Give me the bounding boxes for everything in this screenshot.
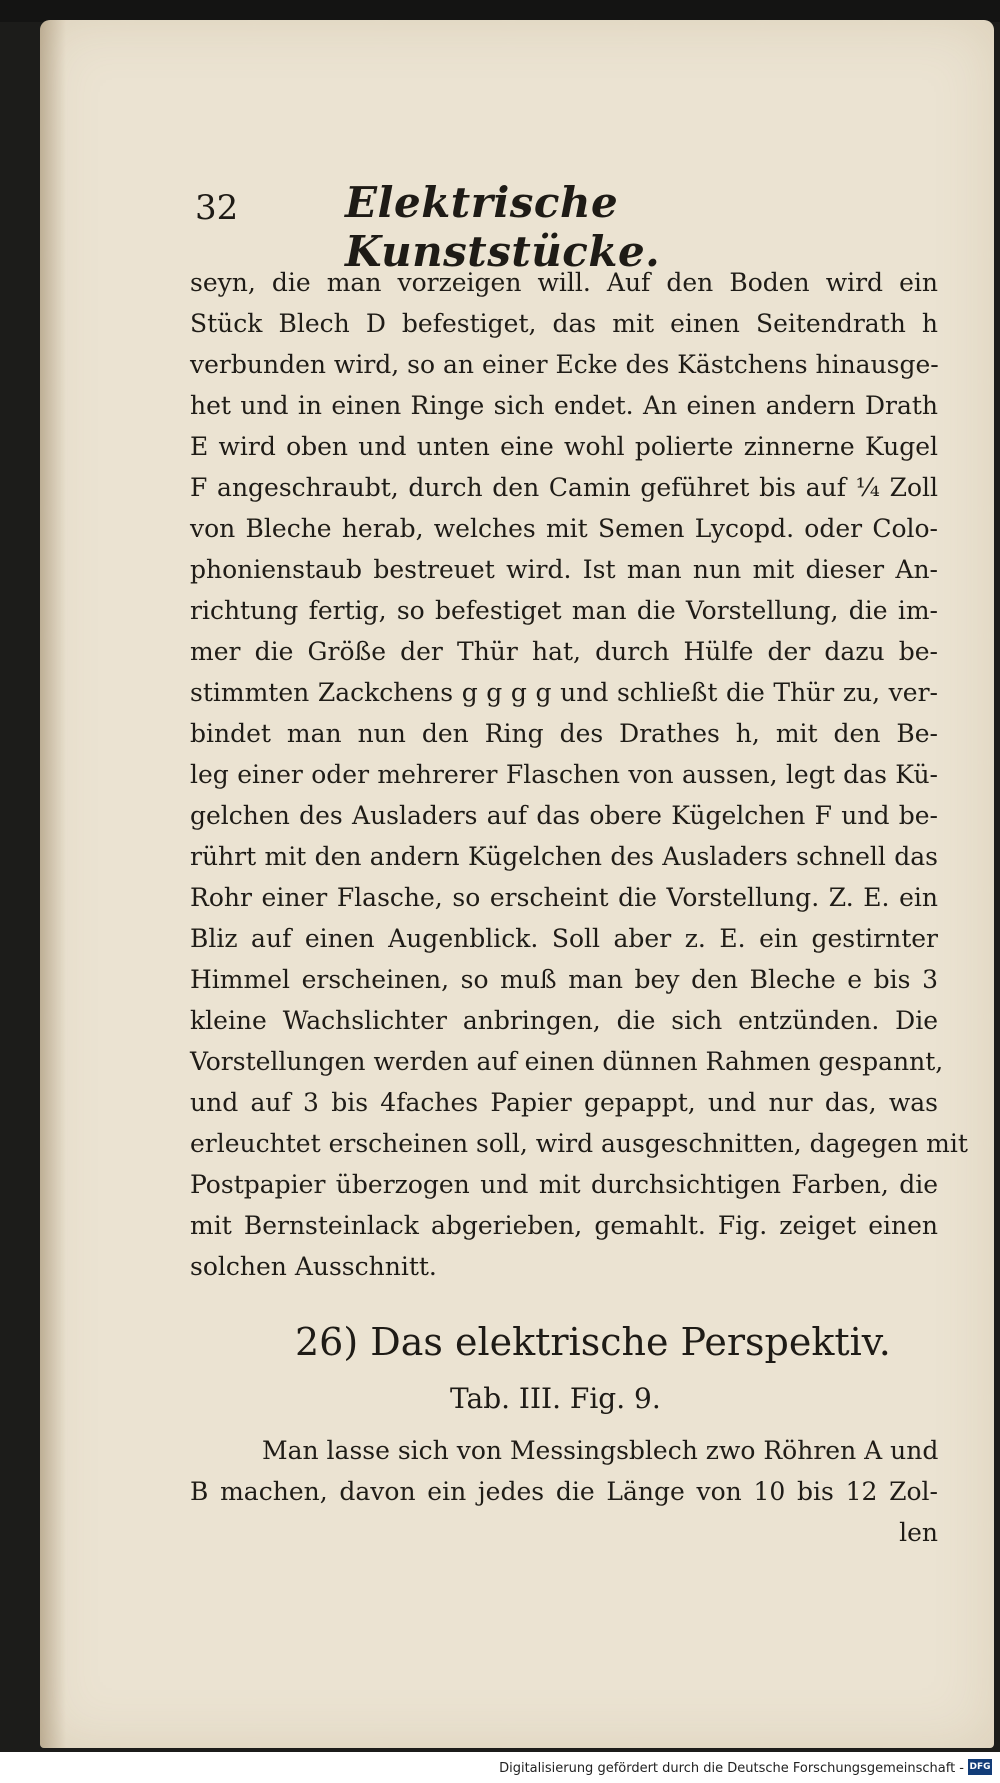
- dfg-logo: DFG: [968, 1759, 992, 1775]
- text-line: kleine Wachslichter anbringen, die sich entzünden. Die: [190, 1006, 938, 1035]
- page-number: 32: [195, 188, 239, 228]
- text-line: verbunden wird, so an einer Ecke des Kästchens hinausge-: [190, 350, 939, 379]
- running-head: [195, 170, 815, 276]
- running-title: Elektrische Kunststücke.: [345, 178, 661, 276]
- footer-credit: Digitalisierung gefördert durch die Deutsche Forschungsgemeinschaft -: [499, 1761, 964, 1776]
- text-line: Bliz auf einen Augenblick. Soll aber z. E. ein gestirnter: [190, 924, 938, 953]
- text-line: und auf 3 bis 4faches Papier gepappt, und nur das, was: [190, 1088, 938, 1117]
- text-line: Man lasse sich von Messingsblech zwo Röhren A und: [262, 1436, 939, 1465]
- text-line: bindet man nun den Ring des Drathes h, mit den Be-: [190, 719, 938, 748]
- book-page: [40, 20, 994, 1748]
- catchword: len: [899, 1518, 938, 1547]
- text-line: F angeschraubt, durch den Camin geführet bis auf ¼ Zoll: [190, 473, 938, 502]
- text-line: Stück Blech D befestiget, das mit einen Seitendrath h: [190, 309, 938, 338]
- text-line: Rohr einer Flasche, so erscheint die Vorstellung. Z. E. ein: [190, 883, 938, 912]
- text-line: mer die Größe der Thür hat, durch Hülfe der dazu be-: [190, 637, 938, 666]
- scan-border: [0, 0, 1000, 22]
- text-line: von Bleche herab, welches mit Semen Lycopd. oder Colo-: [190, 514, 938, 543]
- text-line: Postpapier überzogen und mit durchsichtigen Farben, die: [190, 1170, 938, 1199]
- text-line: leg einer oder mehrerer Flaschen von aussen, legt das Kü-: [190, 760, 938, 789]
- text-line: het und in einen Ringe sich endet. An einen andern Drath: [190, 391, 938, 420]
- paragraph-2: [190, 1430, 938, 1553]
- text-line: stimmten Zackchens g g g g und schließt die Thür zu, ver-: [190, 678, 938, 707]
- text-line: Vorstellungen werden auf einen dünnen Rahmen gespannt,: [190, 1047, 944, 1076]
- section-heading: 26) Das elektrische Perspektiv.: [295, 1320, 891, 1364]
- text-line: solchen Ausschnitt.: [190, 1252, 437, 1281]
- text-line: B machen, davon ein jedes die Länge von 10 bis 12 Zol-: [190, 1477, 938, 1506]
- page-gutter-shadow: [40, 20, 66, 1748]
- text-line: phonienstaub bestreuet wird. Ist man nun mit dieser An-: [190, 555, 938, 584]
- text-line: Himmel erscheinen, so muß man bey den Bleche e bis 3: [190, 965, 938, 994]
- digitization-footer: [0, 1752, 1000, 1783]
- text-line: gelchen des Ausladers auf das obere Kügelchen F und be-: [190, 801, 938, 830]
- section-figure-reference: Tab. III. Fig. 9.: [450, 1382, 661, 1415]
- text-line: rührt mit den andern Kügelchen des Ausladers schnell das: [190, 842, 938, 871]
- paragraph-1: [190, 262, 968, 1287]
- text-line: erleuchtet erscheinen soll, wird ausgeschnitten, dagegen mit: [190, 1129, 968, 1158]
- text-line: mit Bernsteinlack abgerieben, gemahlt. Fig. zeiget einen: [190, 1211, 938, 1240]
- text-line: richtung fertig, so befestiget man die Vorstellung, die im-: [190, 596, 938, 625]
- text-line: E wird oben und unten eine wohl polierte zinnerne Kugel: [190, 432, 938, 461]
- text-line: seyn, die man vorzeigen will. Auf den Boden wird ein: [190, 268, 938, 297]
